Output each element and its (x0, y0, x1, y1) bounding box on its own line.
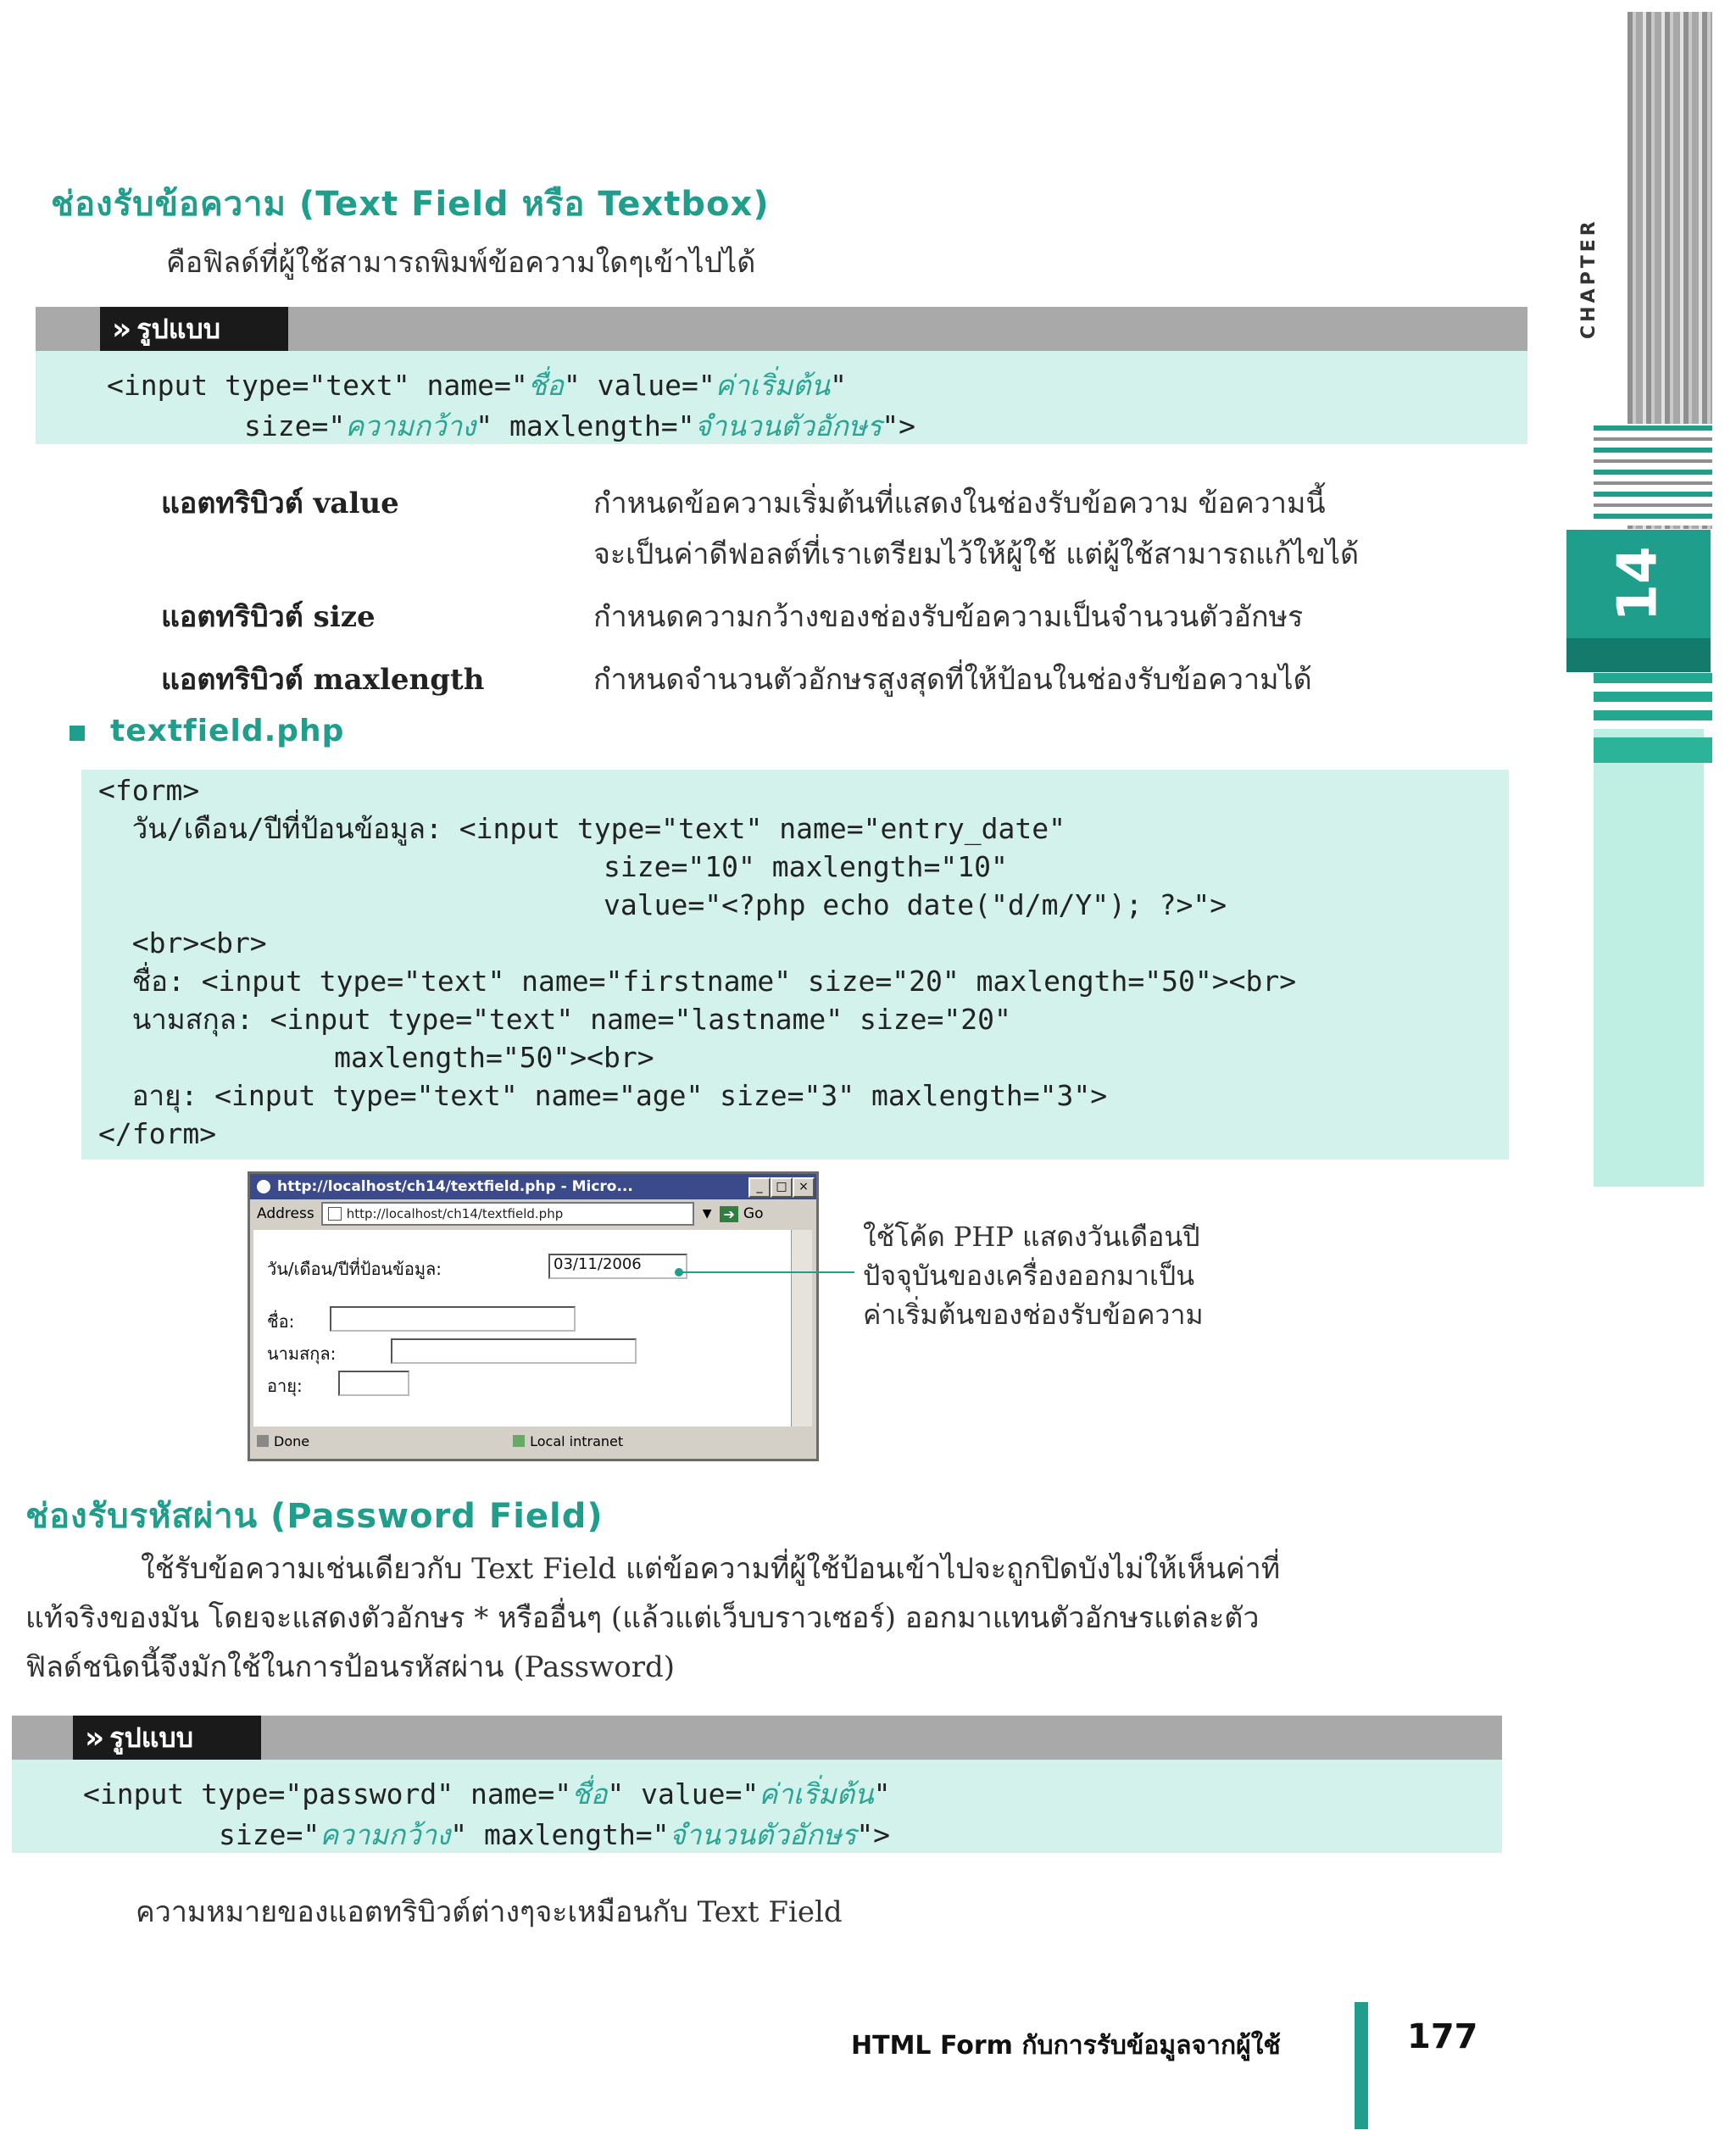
chapter-number-tab (1566, 530, 1711, 638)
code-line: </form> (98, 1117, 217, 1150)
firstname-label: ชื่อ: (267, 1311, 295, 1332)
password-para-line-1: ใช้รับข้อความเช่นเดียวกับ Text Field แต่ข้อความที่ผู้ใช้ป้อนเข้าไปจะถูกปิดบังไม่ให้เห็นค่าที่ (141, 1552, 1281, 1586)
date-input[interactable]: 03/11/2006 (548, 1254, 687, 1279)
chapter-number: 14 (1607, 546, 1670, 622)
bullet-square-icon (70, 726, 85, 741)
done-icon (257, 1435, 269, 1447)
example-code (98, 771, 1296, 1153)
syntax-tag-label: รูปแบบ (136, 312, 221, 345)
example-filename: textfield.php (110, 714, 345, 748)
attr-value-name: แอตทริบิวต์ value (161, 487, 399, 520)
browser-title-bar (250, 1174, 816, 1199)
go-button[interactable]: Go (743, 1205, 764, 1222)
page-number: 177 (1407, 2017, 1478, 2056)
firstname-input[interactable] (330, 1306, 576, 1332)
text-field-intro: คือฟิลด์ที่ผู้ใช้สามารถพิมพ์ข้อความใดๆเข้าไปได้ (166, 246, 756, 280)
password-heading: ช่องรับรหัสผ่าน (Password Field) (25, 1497, 604, 1536)
callout-line (678, 1271, 854, 1273)
double-chevron-icon: » (85, 1720, 105, 1755)
password-note: ความหมายของแอตทริบิวต์ต่างๆจะเหมือนกับ Text Field (136, 1895, 843, 1929)
code-line: นามสกุล: <input type="text" name="lastname" size="20" (98, 1003, 1011, 1036)
dropdown-arrow-icon[interactable]: ▼ (702, 1207, 712, 1221)
callout-line-1: ใช้โค้ด PHP แสดงวันเดือนปี (863, 1221, 1200, 1253)
code-line: ชื่อ: <input type="text" name="firstname" size="20" maxlength="50"><br> (98, 965, 1297, 998)
code-line: value="<?php echo date("d/m/Y"); ?>"> (98, 888, 1227, 921)
address-bar (250, 1199, 816, 1228)
minimize-button[interactable]: _ (748, 1177, 771, 1198)
side-tab-dark (1566, 638, 1711, 672)
address-label: Address (257, 1205, 314, 1222)
password-paragraph (25, 1544, 1551, 1692)
callout-dot (675, 1268, 683, 1277)
vertical-scrollbar[interactable] (791, 1230, 812, 1427)
browser-window (248, 1171, 819, 1461)
address-input[interactable]: http://localhost/ch14/textfield.php (321, 1202, 694, 1226)
code-line: size="10" maxlength="10" (98, 850, 1008, 883)
attr-size-desc: กำหนดความกว้างของช่องรับข้อความเป็นจำนวนตัวอักษร (593, 600, 1304, 634)
code-line: วัน/เดือน/ปีที่ป้อนข้อมูล: <input type="text" name="entry_date" (98, 812, 1066, 845)
password-para-line-3: ฟิลด์ชนิดนี้จึงมักใช้ในการป้อนรหัสผ่าน (Password) (25, 1650, 675, 1684)
status-bar (257, 1430, 808, 1452)
side-stripe-lines-2 (1594, 670, 1712, 729)
close-button[interactable]: × (793, 1177, 815, 1198)
age-label: อายุ: (267, 1376, 303, 1396)
double-chevron-icon: » (112, 311, 132, 347)
password-syntax-tag (73, 1716, 261, 1760)
password-para-line-2: แท้จริงของมัน โดยจะแสดงตัวอักษร * หรืออื่นๆ (แล้วแต่เว็บบราวเซอร์) ออกมาแทนตัวอักษรแต่ละตัว (25, 1601, 1260, 1635)
callout-line-2: ปัจจุบันของเครื่องออกมาเป็น (863, 1260, 1195, 1292)
attr-size-name: แอตทริบิวต์ size (161, 600, 376, 634)
lastname-label: นามสกุล: (267, 1343, 337, 1364)
password-syntax-line-1: <input type="password" name="ชื่อ" value="ค่าเริ่มต้น" (83, 1777, 891, 1811)
code-line: maxlength="50"><br> (98, 1041, 654, 1074)
lastname-input[interactable] (391, 1338, 637, 1364)
browser-content (253, 1230, 791, 1427)
go-arrow-icon[interactable]: ➔ (720, 1206, 737, 1222)
password-syntax-line-2: size="ความกว้าง" maxlength="จำนวนตัวอักษร"> (219, 1818, 891, 1851)
attr-value-desc-1: กำหนดข้อความเริ่มต้นที่แสดงในช่องรับข้อความ ข้อความนี้ (593, 487, 1326, 520)
status-done: Done (274, 1432, 310, 1449)
side-stripe-lines-3 (1594, 737, 1712, 763)
date-label: วัน/เดือน/ปีที่ป้อนข้อมูล: (267, 1259, 442, 1279)
browser-title: http://localhost/ch14/textfield.php - Micro... (277, 1178, 633, 1195)
footer-divider (1355, 2002, 1368, 2129)
code-line: <form> (98, 774, 200, 807)
syntax-line-2: size="ความกว้าง" maxlength="จำนวนตัวอักษร"> (244, 409, 916, 442)
side-stripe-lines (1594, 424, 1712, 526)
syntax-tag (100, 307, 288, 351)
status-zone: Local intranet (530, 1432, 624, 1449)
code-line: อายุ: <input type="text" name="age" size="3" maxlength="3"> (98, 1079, 1108, 1112)
attr-maxlength-name: แอตทริบิวต์ maxlength (161, 663, 485, 697)
ie-icon (257, 1180, 270, 1193)
intranet-icon (513, 1435, 525, 1447)
footer-title: HTML Form กับการรับข้อมูลจากผู้ใช้ (851, 2031, 1281, 2061)
chapter-label: CHAPTER (1578, 218, 1600, 339)
callout-line-3: ค่าเริ่มต้นของช่องรับข้อความ (863, 1299, 1204, 1331)
attr-value-desc-2: จะเป็นค่าดีฟอลต์ที่เราเตรียมไว้ให้ผู้ใช้ แต่ผู้ใช้สามารถแก้ไขได้ (593, 537, 1360, 571)
password-syntax-tag-label: รูปแบบ (109, 1721, 194, 1754)
page-icon (328, 1207, 342, 1221)
age-input[interactable] (338, 1371, 409, 1396)
code-line: <br><br> (98, 926, 267, 960)
callout-text (863, 1217, 1204, 1334)
attr-maxlength-desc: กำหนดจำนวนตัวอักษรสูงสุดที่ให้ป้อนในช่องรับข้อความได้ (593, 663, 1312, 697)
maximize-button[interactable]: □ (771, 1177, 793, 1198)
text-field-heading: ช่องรับข้อความ (Text Field หรือ Textbox) (51, 185, 770, 224)
syntax-line-1: <input type="text" name="ชื่อ" value="ค่าเริ่มต้น" (107, 369, 847, 402)
